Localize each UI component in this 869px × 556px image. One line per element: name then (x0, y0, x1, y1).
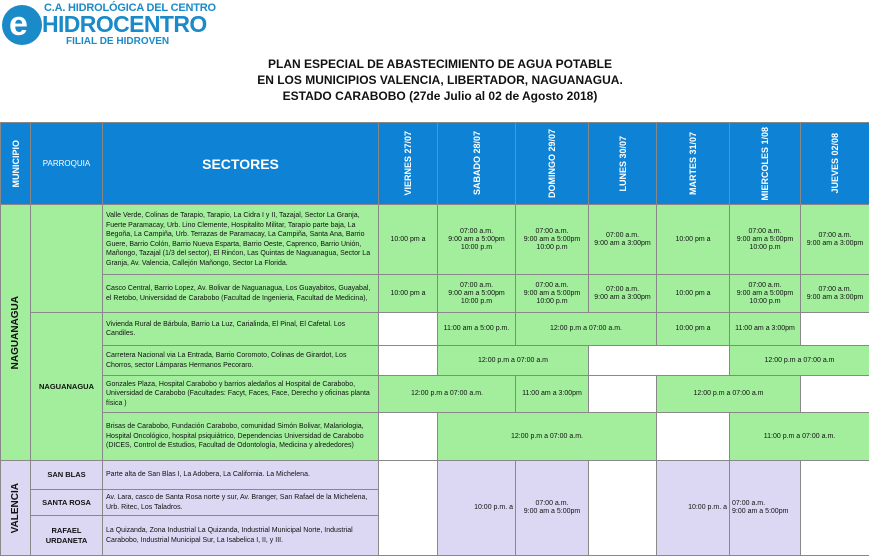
header-day-1: VIERNES 27/07 (379, 123, 438, 205)
schedule-cell: 10:00 pm a (657, 205, 730, 275)
sector-cell: La Quizanda, Zona Industrial La Quizanda, Industrial Municipal Norte, Industrial Carabobo, Industrial Municipal Sur, La Isabelica I, II, y III. (103, 516, 379, 556)
sector-cell: Gonzales Plaza, Hospital Carabobo y barrios aledaños al Hospital de Carabobo, Universidad de Carabobo (Facultades: Facyt, Faces, Face, Derecho y oficinas planta física ) (103, 376, 379, 413)
sector-cell: Casco Central, Barrio Lopez, Av. Bolivar de Naguanagua, Los Guayabitos, Guayabal, el Retobo, Universidad de Carabobo (Facultad de Ingenieria, Facultad de Medicina), (103, 275, 379, 313)
schedule-cell: 07:00 a.m. 9:00 am a 5:00pm 10:00 p.m (730, 275, 801, 313)
table-row (1, 461, 869, 490)
hidrocentro-logo (2, 0, 192, 52)
table-row (1, 346, 869, 376)
schedule-cell: 10:00 pm a (657, 275, 730, 313)
schedule-cell: 10:00 pm a (379, 205, 438, 275)
header-day-4: LUNES 30/07 (589, 123, 657, 205)
header-day-3: DOMINGO 29/07 (516, 123, 589, 205)
sector-cell: Vivienda Rural de Bárbula, Barrio La Luz, Carialinda, El Pinal, El Cafetal. Los Candiles. (103, 313, 379, 346)
schedule-cell: 07:00 a.m. 9:00 am a 5:00pm (516, 461, 589, 556)
logo-line-2: HIDROCENTRO (42, 11, 207, 38)
schedule-cell: 12:00 p.m a 07:00 a.m (438, 346, 589, 376)
sector-cell: Parte alta de San Blas I, La Adobera, La California. La Michelena. (103, 461, 379, 490)
schedule-cell: 11:00 p.m a 07:00 a.m. (730, 413, 869, 461)
header-municipio: MUNICIPIO (1, 123, 31, 205)
logo-line-1: C.A. HIDROLÓGICA DEL CENTRO (44, 2, 216, 14)
schedule-cell: 11:00 am a 3:00pm (730, 313, 801, 346)
schedule-cell: 07:00 a.m. 9:00 am a 3:00pm (589, 275, 657, 313)
schedule-cell: 07:00 a.m. 9:00 am a 5:00pm 10:00 p.m (516, 275, 589, 313)
parroquia-rafael-urdaneta: RAFAEL URDANETA (31, 516, 103, 556)
hidrocentro-logo-mark: e (2, 5, 42, 45)
header-parroquia: PARROQUIA (31, 123, 103, 205)
title-line-2: EN LOS MUNICIPIOS VALENCIA, LIBERTADOR, NAGUANAGUA. (200, 73, 680, 88)
table-row (1, 376, 869, 413)
schedule-cell: 07:00 a.m. 9:00 am a 3:00pm (589, 205, 657, 275)
schedule-cell: 07:00 a.m. 9:00 am a 3:00pm (801, 275, 869, 313)
schedule-cell: 10:00 pm a (379, 275, 438, 313)
sector-cell: Valle Verde, Colinas de Tarapio, Tarapio, La Cidra I y II, Tazajal, Sector La Granja, Fuerte Paramacay, Urb. Lino Clemente, Hospitalito Militar, Tarapio parte baja, La Begoña, La Campiña, Urb. Terrazas de Paramacay, La Campiña, Santa Ana, Barrio Guere, Barrio Colón, Barrio Nueva Esparta, Barrio Oeste, Caprenco, Barrio Unión, Mañongo, Tazajal (1/3 del sector), El Rinćon, Las Quintas de Naguanagua, Sector La Granja, Av. Valencia, Callejón Mañongo, Sector La Florida. (103, 205, 379, 275)
title-line-3: ESTADO CARABOBO (27de Julio al 02 de Agosto 2018) (200, 89, 680, 104)
schedule-cell: 10:00 p.m. a (657, 461, 730, 556)
sector-cell: Av. Lara, casco de Santa Rosa norte y sur, Av. Branger, San Rafael de la Michelena, Urb. Ritec, Los Taladros. (103, 490, 379, 516)
schedule-cell: 07:00 a.m. 9:00 am a 5:00pm 10:00 p.m (438, 275, 516, 313)
schedule-cell: 12:00 p.m a 07:00 a.m (730, 346, 869, 376)
header-sectores: SECTORES (103, 123, 379, 205)
schedule-cell: 10:00 p.m. a (438, 461, 516, 556)
schedule-cell: 07:00 a.m. 9:00 am a 5:00pm 10:00 p.m (438, 205, 516, 275)
schedule-cell: 10:00 pm a (657, 313, 730, 346)
header-day-7: JUEVES 02/08 (801, 123, 869, 205)
schedule-cell: 07:00 a.m. 9:00 am a 5:00pm 10:00 p.m (516, 205, 589, 275)
logo-line-3: FILIAL DE HIDROVEN (66, 36, 169, 47)
schedule-cell: 07:00 a.m. 9:00 am a 5:00pm (730, 461, 801, 556)
schedule-cell: 11:00 am a 3:00pm (516, 376, 589, 413)
header-row (1, 123, 869, 205)
schedule-cell: 12:00 p.m a 07:00 a.m. (438, 413, 657, 461)
municipio-naguanagua: NAGUANAGUA (1, 205, 31, 461)
schedule-cell: 07:00 a.m. 9:00 am a 3:00pm (801, 205, 869, 275)
table-row (1, 413, 869, 461)
sector-cell: Carretera Nacional via La Entrada, Barrio Coromoto, Colinas de Girardot, Los Chorros, sector Lámparas Hermanos Pecoraro. (103, 346, 379, 376)
municipio-valencia: VALENCIA (1, 461, 31, 556)
header-day-6: MIERCOLES 1/08 (730, 123, 801, 205)
schedule-cell: 12:00 p.m a 07:00 a.m. (516, 313, 657, 346)
schedule-table (0, 122, 869, 556)
table-row (1, 275, 869, 313)
schedule-cell: 11:00 am a 5:00 p.m. (438, 313, 516, 346)
parroquia-san-blas: SAN BLAS (31, 461, 103, 490)
title-line-1: PLAN ESPECIAL DE ABASTECIMIENTO DE AGUA POTABLE (200, 57, 680, 72)
table-row (1, 313, 869, 346)
schedule-cell: 12:00 p.m a 07:00 a.m (657, 376, 801, 413)
header-day-2: SABADO 28/07 (438, 123, 516, 205)
header-day-5: MARTES 31/07 (657, 123, 730, 205)
schedule-cell: 12:00 p.m a 07:00 a.m. (379, 376, 516, 413)
parroquia-santa-rosa: SANTA ROSA (31, 490, 103, 516)
schedule-cell: 07:00 a.m. 9:00 am a 5:00pm 10:00 p.m (730, 205, 801, 275)
parroquia-naguanagua: NAGUANAGUA (31, 313, 103, 461)
table-row (1, 205, 869, 275)
sector-cell: Brisas de Carabobo, Fundación Carabobo, comunidad Simón Bolivar, Malariologia, Hospital Oncológico, hospital psiquiátrico, Dependencias Universidad de Carabobo (DICES, Control de Estudios, Facultad de Odontología, Medicina y alrededores) (103, 413, 379, 461)
